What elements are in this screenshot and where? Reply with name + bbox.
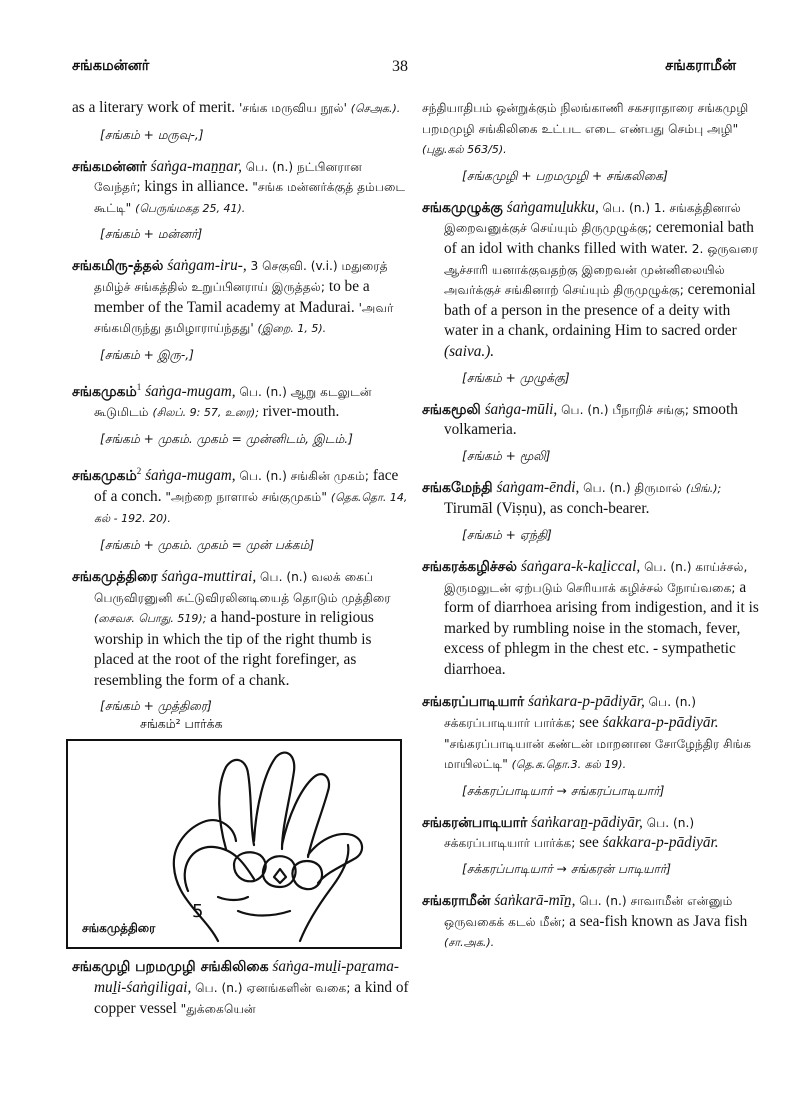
headword: சங்கமுத்திரை [72,568,158,585]
etymology: [சங்கம் + மூலி] [462,448,551,463]
continued-entry: சந்தியாதிபம் ஒன்றுக்கும் நிலங்காணி சகசராதாரை சங்கமுழி பறமமுழி சங்கிலிகை உட்பட எடை எண்பது செம்பு அழி" (புது.கல் 563/5). [422,101,749,157]
right-column [422,98,760,958]
dictionary-entry: சங்கமுகம்$^1$ śaṅga-mugam, பெ. (n.) ஆறு கடலுடன் கூடுமிடம் (சிலப். 9: 57, உரை); river-mouth. [72,381,372,421]
mudra-figure [66,739,402,949]
etymology: [சங்கம் + இரு-,] [100,347,194,362]
headword: சங்கமன்னர் [72,158,147,175]
continued-entry: as a literary work of merit. 'சங்க மருவிய நூல்' (செஅக.). [72,99,401,116]
dictionary-entry: சங்கமுழி பறமமுழி சங்கிலிகை śaṅga-muḻi-paṟama-muḻi-śaṅgiligai, பெ. (n.) ஏனங்களின் வகை; a kind of copper vessel "துக்கையென் [72,958,409,1017]
headword: சங்கமுழுக்கு [422,199,503,216]
dictionary-entry: சங்கமூலி śaṅga-mūli, பெ. (n.) பீநாறிச் சங்கு; smooth volkameria. [422,400,738,439]
etymology: [சங்கம் + முழுக்கு] [462,370,570,385]
headword: சங்கராமீன் [422,893,491,910]
page-number: 38 [392,58,408,75]
dictionary-entry: சங்கமன்னர் śaṅga-maṉṉar, பெ. (n.) நட்பினரான வேந்தர்; kings in alliance. "சங்க மன்னர்க்குத் தம்படை கூட்டி" (பெருங்மகத 25, 41). [72,157,406,215]
dictionary-entry: சங்கமிரு-த்தல் śaṅgam-iru-, 3 செகுவி. (v.i.) மதுரைத் தமிழ்ச் சங்கத்தில் உறுப்பினராய் இருத்தல்; to be a member of the Tamil academy at Madurai. 'அவர் சங்கமிருந்து தமிழாராய்ந்தது' (இறை. 1, 5). [72,257,394,336]
etymology: [சக்கரப்பாடியார் → சங்கரன் பாடியார்] [462,862,672,877]
figure-label: 5 [192,901,204,923]
figure-caption: சங்கமுத்திரை [82,921,156,936]
page-header [0,58,800,82]
dictionary-entry: சங்கமுத்திரை śaṅga-muttirai, பெ. (n.) வலக் கைப் பெருவிரனுனி சுட்டுவிரலினடியைத் தொடும் முத்திரை (சைவச. பொது. 519); a hand-posture in religious worship in which the tip of the right thumb is placed at the root of the right forefinger, as resembling the form of a chank. [72,567,391,689]
left-guide-word: சங்கமன்னர் [72,58,150,74]
etymology: [சங்கம் + முகம். முகம் = முன்னிடம், இடம்.] [100,432,353,447]
headword: சங்கமூலி [422,401,481,418]
headword: சங்கமுகம் [72,468,137,485]
dictionary-entry: சங்கராமீன் śaṅkarā-mīṉ, பெ. (n.) சாவாமீன் என்னும் ஒருவகைக் கடல் மீன்; a sea-fish known as Java fish (சா.அக.). [422,892,748,950]
dictionary-entry: சங்கமுழுக்கு śaṅgamuḻukku, பெ. (n.) 1. சங்கத்தினால் இறைவனுக்குச் செய்யும் திருமுழுக்கு; ceremonial bath of an idol with chanks filled with water. 2. ஒருவரை ஆச்சாரி யனாக்குவதற்கு இறைவன் முன்னிலையில் அவர்க்குச் சங்கினாற் செய்யும் திருமுழுக்கு; ceremonial bath of a person in the presence of a deity with water in a chank, ordaining Him to sacred order (saiva.). [422,198,759,360]
etymology: [சங்கம் + மன்னர்] [100,227,203,242]
dictionary-entry: சங்கமுகம்$^2$ śaṅga-mugam, பெ. (n.) சங்கின் முகம்; face of a conch. "அற்றை நாளால் சங்குமுகம்" (தெக.தொ. 14, கல் - 192. 20). [72,466,408,526]
headword: சங்கரப்பாடியார் [422,694,525,711]
cross-reference: சங்கம்² பார்க்க [140,716,223,732]
right-guide-word: சங்கராமீன் [665,58,736,74]
etymology: [சங்கமுழி + பறமமுழி + சங்கலிகை] [462,168,668,183]
hand-mudra-illustration-icon [68,741,400,947]
etymology: [சங்கம் + முகம். முகம் = முன் பக்கம்] [100,537,315,552]
etymology: [சங்கம் + ஏந்தி] [462,527,552,542]
etymology: [சங்கம் + முத்திரை] [100,699,212,714]
dictionary-entry: சங்கரப்பாடியார் śaṅkara-p-pādiyār, பெ. (n.) சக்கரப்பாடியார் பார்க்க; see śakkara-p-pādiyār. "சங்கரப்பாடியான் கண்டன் மாறனான சோழேந்திர சிங்க மாயிலட்டி" (தெ.க.தொ.3. கல் 19). [422,693,752,772]
etymology: [சங்கம் + மருவு-,] [100,127,204,142]
dictionary-entry: சங்கமேந்தி śaṅgam-ēndi, பெ. (n.) திருமால் (பிங்.); Tirumāl (Viṣṇu), as conch-bearer. [422,478,722,518]
dictionary-entry: சங்கரன்பாடியார் śaṅkaraṉ-pādiyār, பெ. (n.) சக்கரப்பாடியார் பார்க்க; see śakkara-p-pādiyār. [422,813,719,852]
headword: சங்கமிரு-த்தல் [72,258,164,275]
headword: சங்கமுழி பறமமுழி சங்கிலிகை [72,959,269,976]
etymology: [சக்கரப்பாடியார் → சங்கரப்பாடியார்] [462,783,665,798]
headword: சங்கரக்கழிச்சல் [422,558,518,575]
headword: சங்கமுகம் [72,383,137,400]
left-column [72,98,412,1023]
headword: சங்கமேந்தி [422,479,493,496]
dictionary-entry: சங்கரக்கழிச்சல் śaṅgara-k-kaḻiccal, பெ. (n.) காய்ச்சல், இருமலுடன் ஏற்படும் செரியாக் கழிச்சல் நோய்வகை; a form of diarrhoea arising from indigestion, and it is marked by rumbling noise in the stomach, fever, excess of phlegm in the chest etc. - sympathetic diarrhoea. [422,557,759,678]
headword: சங்கரன்பாடியார் [422,814,528,831]
